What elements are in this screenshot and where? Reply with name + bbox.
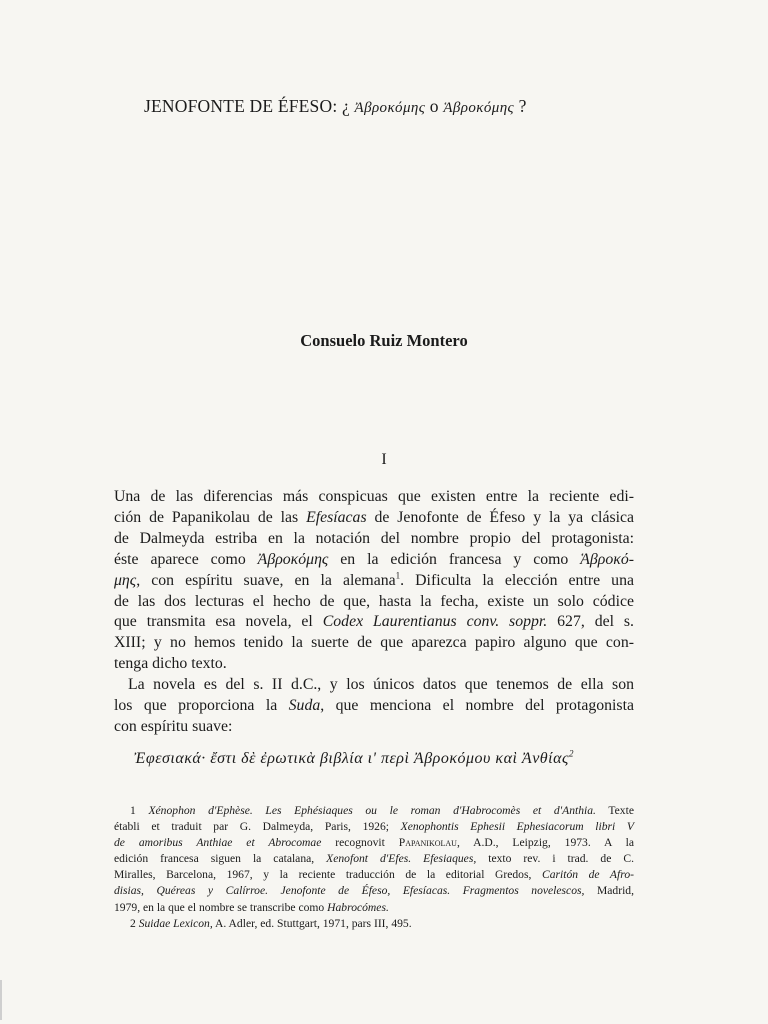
p1-line-3: de Dalmeyda estriba en la notación del nombre propio del protagonista:: [114, 529, 634, 547]
footnote-1-line-7: 1979, en la que el nombre se transcribe como Habrocómes.: [114, 900, 389, 914]
footnotes: [114, 803, 634, 932]
p2-line-3: con espíritu suave:: [114, 717, 233, 735]
author-name: Consuelo Ruiz Montero: [300, 331, 468, 350]
footnote-1-line-4: edición francesa siguen la catalana, Xenofont d'Efes. Efesiaques, texto rev. i trad. de C.: [114, 852, 634, 866]
footnote-2: 2 Suidae Lexicon, A. Adler, ed. Stuttgart, 1971, pars III, 495.: [130, 916, 412, 930]
footnote-ref-2: 2: [568, 748, 574, 759]
p1-line-6: de las dos lecturas el hecho de que, hasta la fecha, existe un solo códice: [114, 592, 634, 610]
title-greek-a: Ἀβροκόμης: [354, 100, 426, 116]
scan-edge-mark: [0, 980, 2, 1020]
p1-line-5: μης, con espíritu suave, en la alemana$^1$. Dificulta la elección entre una: [114, 570, 634, 589]
title-end: ?: [518, 96, 527, 116]
body-text: [114, 487, 634, 738]
footnote-1-line-5: Miralles, Barcelona, 1967, y la reciente traducción de la editorial Gredos, Caritón de Afro-: [114, 868, 634, 882]
p1-line-8: XIII; y no hemos tenido la suerte de que aparezca papiro alguno que con-: [114, 634, 634, 652]
p1-line-7: que transmita esa novela, el Codex Laurentianus conv. soppr. 627, del s.: [114, 613, 634, 631]
title-greek-b: Ἁβροκόμης: [443, 100, 515, 116]
p2-line-2: los que proporciona la Suda, que menciona el nombre del protagonista: [114, 697, 634, 715]
footnote-ref-1: 1: [395, 570, 401, 581]
p2-line-1: La novela es del s. II d.C., y los únicos datos que tenemos de ella son: [128, 676, 634, 694]
section-number: I: [381, 451, 387, 468]
p1-line-2: ción de Papanikolau de las Efesíacas de Jenofonte de Éfeso y la ya clásica: [114, 508, 635, 526]
quotation-text: Ἐφεσιακά· ἔστι δὲ ἐρωτικὰ βιβλία ι' περὶ Ἀβροκόμου καὶ Ἀνθίας: [134, 750, 569, 767]
footnote-1-line-1: 1 Xénophon d'Ephèse. Les Ephésiaques ou le roman d'Habrocomès et d'Anthia. Texte: [130, 804, 634, 817]
title-text: JENOFONTE DE ÉFESO: ¿: [144, 96, 350, 116]
greek-quotation: [134, 750, 654, 768]
p1-line-4: éste aparece como Ἀβροκόμης en la edición francesa y como Ἁβροκό-: [114, 550, 635, 568]
p1-line-9: tenga dicho texto.: [114, 655, 227, 673]
article-title: [144, 96, 644, 117]
footnote-1-line-6: disias, Quéreas y Calírroe. Jenofonte de Éfeso, Efesíacas. Fragmentos novelescos, Madrid,: [114, 884, 634, 898]
footnote-1-line-2: établi et traduit par G. Dalmeyda, Paris, 1926; Xenophontis Ephesii Ephesiacorum libri V: [114, 820, 634, 834]
footnote-1-line-3: de amoribus Anthiae et Abrocomae recognovit Papanikolau, A.D., Leipzig, 1973. A la: [114, 836, 634, 850]
p1-line-1: Una de las diferencias más conspicuas que existen entre la reciente edi-: [114, 488, 634, 505]
title-connector: o: [429, 96, 439, 116]
